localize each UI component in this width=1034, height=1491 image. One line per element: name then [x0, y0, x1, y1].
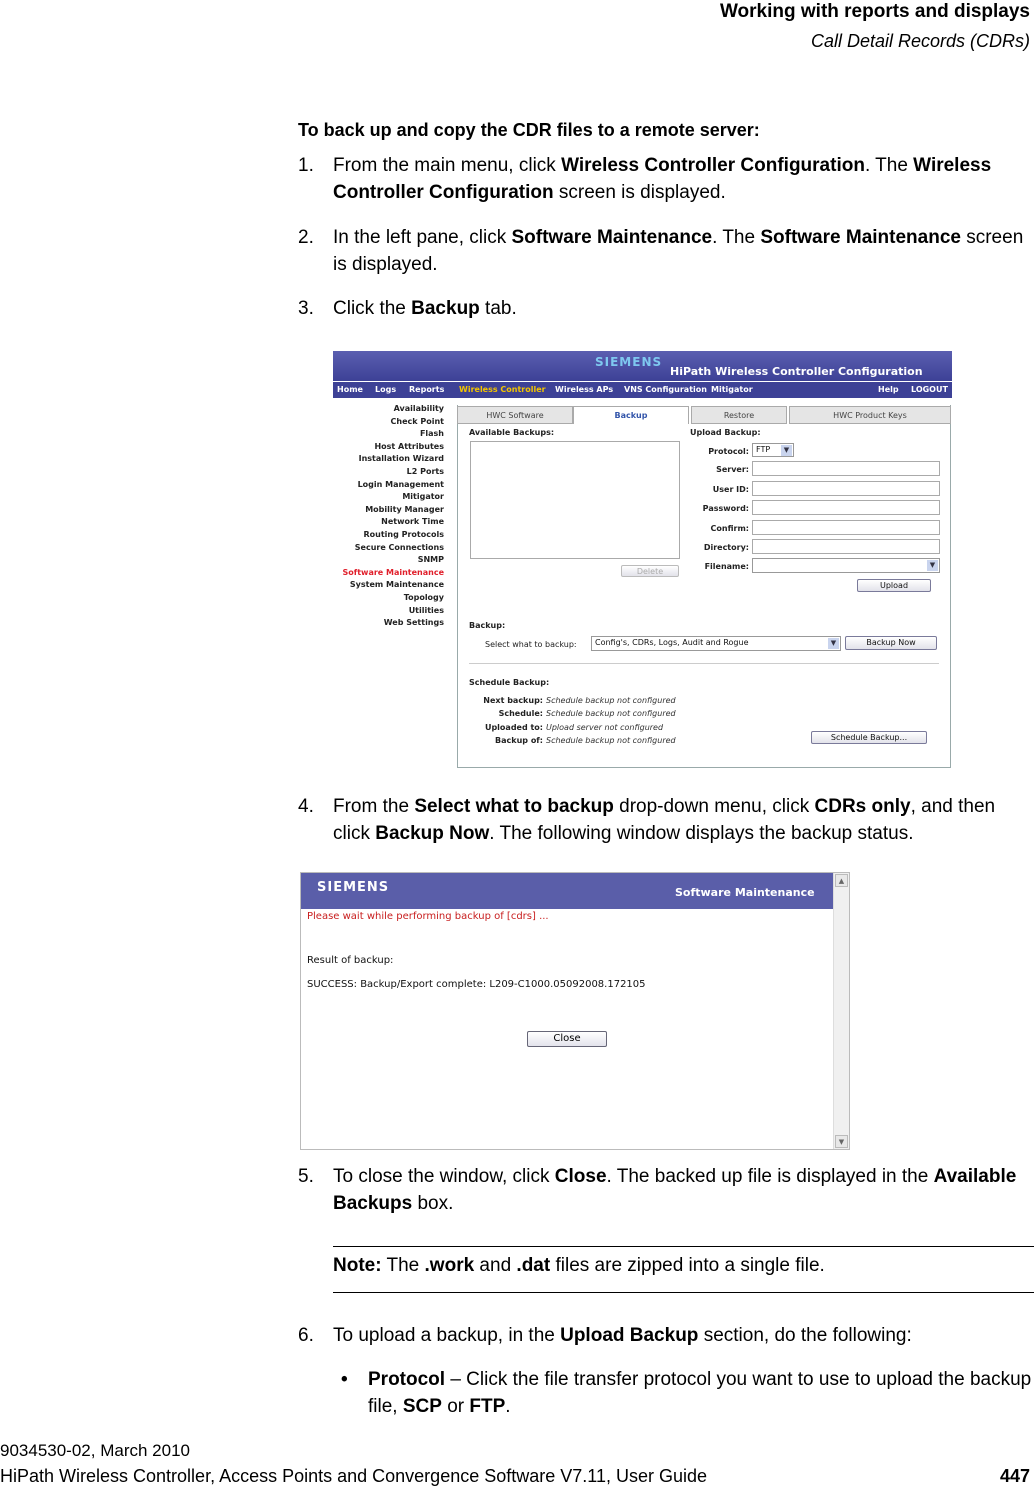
window-banner — [301, 873, 833, 909]
header-subtitle: Call Detail Records (CDRs) — [810, 31, 1030, 51]
uploaded-to-label: Uploaded to: — [484, 723, 543, 732]
menu-wireless-aps[interactable]: Wireless APs — [555, 385, 614, 394]
chevron-down-icon: ▼ — [781, 445, 792, 456]
confirm-label: Confirm: — [710, 524, 749, 533]
bullet-protocol: • Protocol – Click the file transfer protocol you want to use to upload the backup file, SCP or FTP. — [333, 1366, 1033, 1420]
step-number: 5. — [298, 1166, 314, 1187]
next-backup-value: Schedule backup not configured — [546, 696, 676, 705]
nav-mobility-manager[interactable]: Mobility Manager — [365, 504, 444, 514]
nav-l2-ports[interactable]: L2 Ports — [406, 466, 444, 476]
step-2: 2. In the left pane, click Software Maintenance. The Software Maintenance screen is displayed. — [298, 224, 1028, 278]
step-number: 4. — [298, 796, 314, 817]
directory-input[interactable] — [752, 539, 940, 554]
select-what-to-backup-label: Select what to backup: — [485, 640, 577, 649]
note: Note: The .work and .dat files are zipped into a single file. — [333, 1255, 825, 1276]
nav-secure-connections[interactable]: Secure Connections — [354, 542, 444, 552]
nav-routing-protocols[interactable]: Routing Protocols — [363, 529, 444, 539]
step-5: 5. To close the window, click Close. The backed up file is displayed in the Available Backups box. — [298, 1163, 1028, 1217]
nav-flash[interactable]: Flash — [419, 429, 444, 439]
directory-label: Directory: — [703, 543, 749, 552]
protocol-label: Protocol: — [708, 447, 749, 456]
userid-input[interactable] — [752, 481, 940, 496]
nav-network-time[interactable]: Network Time — [381, 517, 444, 527]
schedule-backup-label: Schedule Backup: — [469, 678, 550, 687]
step-1: 1. From the main menu, click Wireless Controller Configuration. The Wireless Controller Configuration screen is displayed. — [298, 152, 1028, 206]
app-banner — [333, 351, 952, 381]
menu-vns-configuration[interactable]: VNS Configuration — [624, 385, 707, 394]
bullet-icon: • — [341, 1369, 348, 1390]
tab-backup[interactable]: Backup — [573, 406, 689, 424]
available-backups-label: Available Backups: — [469, 428, 555, 437]
step-number: 6. — [298, 1325, 314, 1346]
filename-label: Filename: — [704, 562, 749, 571]
delete-button[interactable]: Delete — [621, 565, 679, 577]
backup-status-window — [300, 872, 850, 1150]
header-title: Working with reports and displays — [719, 1, 1030, 22]
backup-of-label: Backup of: — [495, 736, 543, 745]
menu-wireless-controller[interactable]: Wireless Controller — [459, 385, 546, 394]
server-input[interactable] — [752, 461, 940, 476]
chevron-down-icon: ▼ — [927, 560, 938, 571]
step-3: 3. Click the Backup tab. — [298, 295, 1028, 322]
backup-section-label: Backup: — [469, 621, 506, 630]
step-6: 6. To upload a backup, in the Upload Backup section, do the following: — [298, 1322, 1028, 1349]
schedule-backup-button[interactable]: Schedule Backup... — [811, 731, 927, 744]
window-title: Software Maintenance — [675, 886, 815, 899]
password-label: Password: — [702, 504, 749, 513]
nav-web-settings[interactable]: Web Settings — [383, 618, 444, 628]
uploaded-to-value: Upload server not configured — [546, 723, 664, 732]
menu-logout[interactable]: LOGOUT — [911, 385, 948, 394]
menu-help[interactable]: Help — [878, 385, 899, 394]
nav-check-point[interactable]: Check Point — [390, 416, 444, 426]
nav-utilities[interactable]: Utilities — [408, 605, 444, 615]
tab-restore[interactable]: Restore — [691, 406, 787, 424]
nav-availability[interactable]: Availability — [393, 404, 444, 413]
schedule-label: Schedule: — [498, 709, 543, 718]
backup-now-button[interactable]: Backup Now — [845, 636, 937, 650]
userid-label: User ID: — [712, 485, 749, 494]
step-number: 2. — [298, 227, 314, 248]
step-number: 1. — [298, 155, 314, 176]
available-backups-list[interactable] — [470, 441, 680, 559]
step-number: 3. — [298, 298, 314, 319]
nav-host-attributes[interactable]: Host Attributes — [374, 441, 444, 451]
next-backup-label: Next backup: — [483, 696, 543, 705]
footer-doc-id: 9034530-02, March 2010 — [0, 1441, 190, 1460]
nav-system-maintenance[interactable]: System Maintenance — [349, 580, 444, 590]
backup-of-value: Schedule backup not configured — [546, 736, 676, 745]
step-4: 4. From the Select what to backup drop-down menu, click CDRs only, and then click Backup Now. The following window displays the backup status. — [298, 793, 1028, 847]
tab-hwc-product-keys[interactable]: HWC Product Keys — [789, 406, 951, 424]
nav-software-maintenance[interactable]: Software Maintenance — [342, 567, 444, 577]
nav-mitigator[interactable]: Mitigator — [402, 492, 444, 502]
note-top-rule — [333, 1246, 1034, 1247]
menu-reports[interactable]: Reports — [409, 385, 445, 394]
siemens-logo: SIEMENS — [595, 355, 663, 369]
divider — [469, 663, 939, 664]
server-label: Server: — [716, 465, 749, 474]
scrollbar[interactable] — [833, 873, 849, 1149]
footer-guide-title: HiPath Wireless Controller, Access Points and Convergence Software V7.11, User Guide — [0, 1466, 708, 1486]
siemens-logo: SIEMENS — [317, 880, 390, 895]
nav-snmp[interactable]: SNMP — [417, 555, 444, 565]
confirm-input[interactable] — [752, 520, 940, 535]
select-what-to-backup-dropdown[interactable]: Config's, CDRs, Logs, Audit and Rogue ▼ — [591, 636, 841, 651]
nav-installation-wizard[interactable]: Installation Wizard — [358, 454, 444, 464]
page-number: 447 — [999, 1466, 1030, 1486]
app-title: HiPath Wireless Controller Configuration — [670, 365, 923, 378]
result-label: Result of backup: — [307, 955, 394, 966]
filename-select[interactable] — [752, 558, 940, 573]
left-nav — [333, 403, 444, 630]
nav-topology[interactable]: Topology — [403, 592, 444, 602]
protocol-select[interactable]: FTP ▼ — [752, 443, 794, 457]
wait-message: Please wait while performing backup of [cdrs] ... — [307, 911, 549, 922]
note-bottom-rule — [333, 1292, 1034, 1293]
procedure-title: To back up and copy the CDR files to a remote server: — [298, 120, 760, 140]
schedule-value: Schedule backup not configured — [546, 709, 676, 718]
result-message: SUCCESS: Backup/Export complete: L209-C1000.05092008.172105 — [307, 979, 646, 990]
tab-hwc-software[interactable]: HWC Software — [457, 406, 573, 424]
nav-login-management[interactable]: Login Management — [357, 479, 444, 489]
upload-button[interactable]: Upload — [857, 579, 931, 592]
wireless-controller-screenshot — [333, 351, 952, 770]
chevron-down-icon: ▼ — [828, 638, 839, 649]
main-menu — [333, 382, 952, 398]
menu-mitigator[interactable]: Mitigator — [711, 385, 753, 394]
menu-home[interactable]: Home — [337, 385, 363, 394]
close-button[interactable]: Close — [527, 1031, 607, 1047]
scroll-up-icon[interactable]: ▲ — [835, 874, 848, 887]
scroll-down-icon[interactable]: ▼ — [835, 1135, 848, 1148]
password-input[interactable] — [752, 500, 940, 515]
upload-backup-label: Upload Backup: — [690, 428, 761, 437]
menu-logs[interactable]: Logs — [375, 385, 397, 394]
